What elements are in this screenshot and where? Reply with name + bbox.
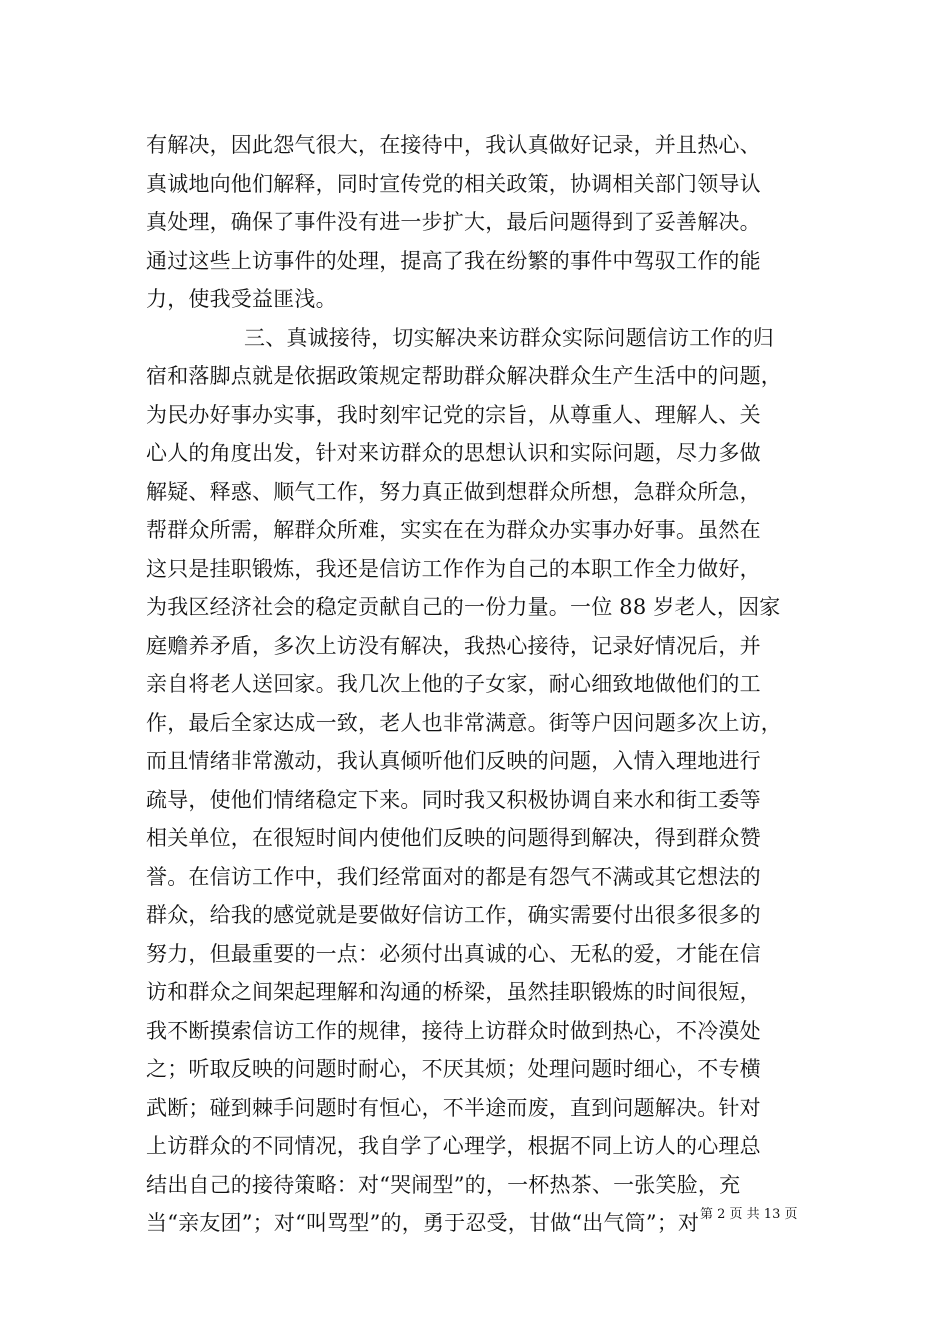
text-line: 结出自己的接待策略：对“哭闹型”的，一杯热茶、一张笑脸，充 xyxy=(146,1172,741,1197)
text-line: 疏导，使他们情绪稳定下来。同时我又积极协调自来水和街工委等 xyxy=(146,787,761,812)
text-line: 力，使我受益匪浅。 xyxy=(146,287,337,311)
text-line: 通过这些上访事件的处理，提高了我在纷繁的事件中驾驭工作的能 xyxy=(146,248,761,273)
text-line: 武断；碰到棘手问题时有恒心，不半途而废，直到问题解决。针对 xyxy=(146,1095,761,1120)
text-line: 访和群众之间架起理解和沟通的桥梁，虽然挂职锻炼的时间很短， xyxy=(146,980,761,1004)
text-line: 庭赡养矛盾，多次上访没有解决，我热心接待，记录好情况后，并 xyxy=(146,633,761,658)
text-line: 誉。在信访工作中，我们经常面对的都是有怨气不满或其它想法的 xyxy=(146,864,761,889)
text-line: 作，最后全家达成一致，老人也非常满意。街等户因问题多次上访， xyxy=(146,710,782,735)
text-line: 真诚地向他们解释，同时宣传党的相关政策，协调相关部门领导认 xyxy=(146,171,761,196)
text-line: 宿和落脚点就是依据政策规定帮助群众解决群众生产生活中的问题， xyxy=(146,364,782,388)
text-line: 相关单位，在很短时间内使他们反映的问题得到解决，得到群众赞 xyxy=(146,826,761,850)
text-line: 努力，但最重要的一点：必须付出真诚的心、无私的爱，才能在信 xyxy=(146,941,761,966)
text-line: 而且情绪非常激动，我认真倾听他们反映的问题，入情入理地进行 xyxy=(146,749,761,773)
text-line: 上访群众的不同情况，我自学了心理学，根据不同上访人的心理总 xyxy=(146,1134,761,1158)
text-line: 当“亲友团”；对“叫骂型”的，勇于忍受，甘做“出气筒”；对 xyxy=(146,1211,700,1235)
text-line: 解疑、释惑、顺气工作，努力真正做到想群众所想，急群众所急， xyxy=(146,479,761,504)
text-line: 这只是挂职锻炼，我还是信访工作作为自己的本职工作全力做好， xyxy=(146,556,761,581)
text-line: 为我区经济社会的稳定贡献自己的一份力量。一位 88 岁老人，因家 xyxy=(146,595,781,619)
text-line: 亲自将老人送回家。我几次上他的子女家，耐心细致地做他们的工 xyxy=(146,672,761,696)
text-line: 心人的角度出发，针对来访群众的思想认识和实际问题，尽力多做 xyxy=(146,441,761,465)
text-line: 真处理，确保了事件没有进一步扩大，最后问题得到了妥善解决。 xyxy=(146,210,761,234)
section-heading-line: 三、真诚接待，切实解决来访群众实际问题信访工作的归 xyxy=(244,325,774,350)
body-text xyxy=(146,126,816,1243)
text-line: 帮群众所需，解群众所难，实实在在为群众办实事办好事。虽然在 xyxy=(146,518,761,542)
text-line: 之；听取反映的问题时耐心，不厌其烦；处理问题时细心，不专横 xyxy=(146,1057,761,1081)
text-line: 为民办好事办实事，我时刻牢记党的宗旨，从尊重人、理解人、关 xyxy=(146,402,761,427)
text-line: 我不断摸索信访工作的规律，接待上访群众时做到热心，不冷漠处 xyxy=(146,1018,761,1043)
text-line: 群众，给我的感觉就是要做好信访工作，确实需要付出很多很多的 xyxy=(146,903,761,927)
page-number-footer: 第 2 页 共 13 页 xyxy=(700,1207,798,1222)
text-line: 有解决，因此怨气很大，在接待中，我认真做好记录，并且热心、 xyxy=(146,133,761,157)
